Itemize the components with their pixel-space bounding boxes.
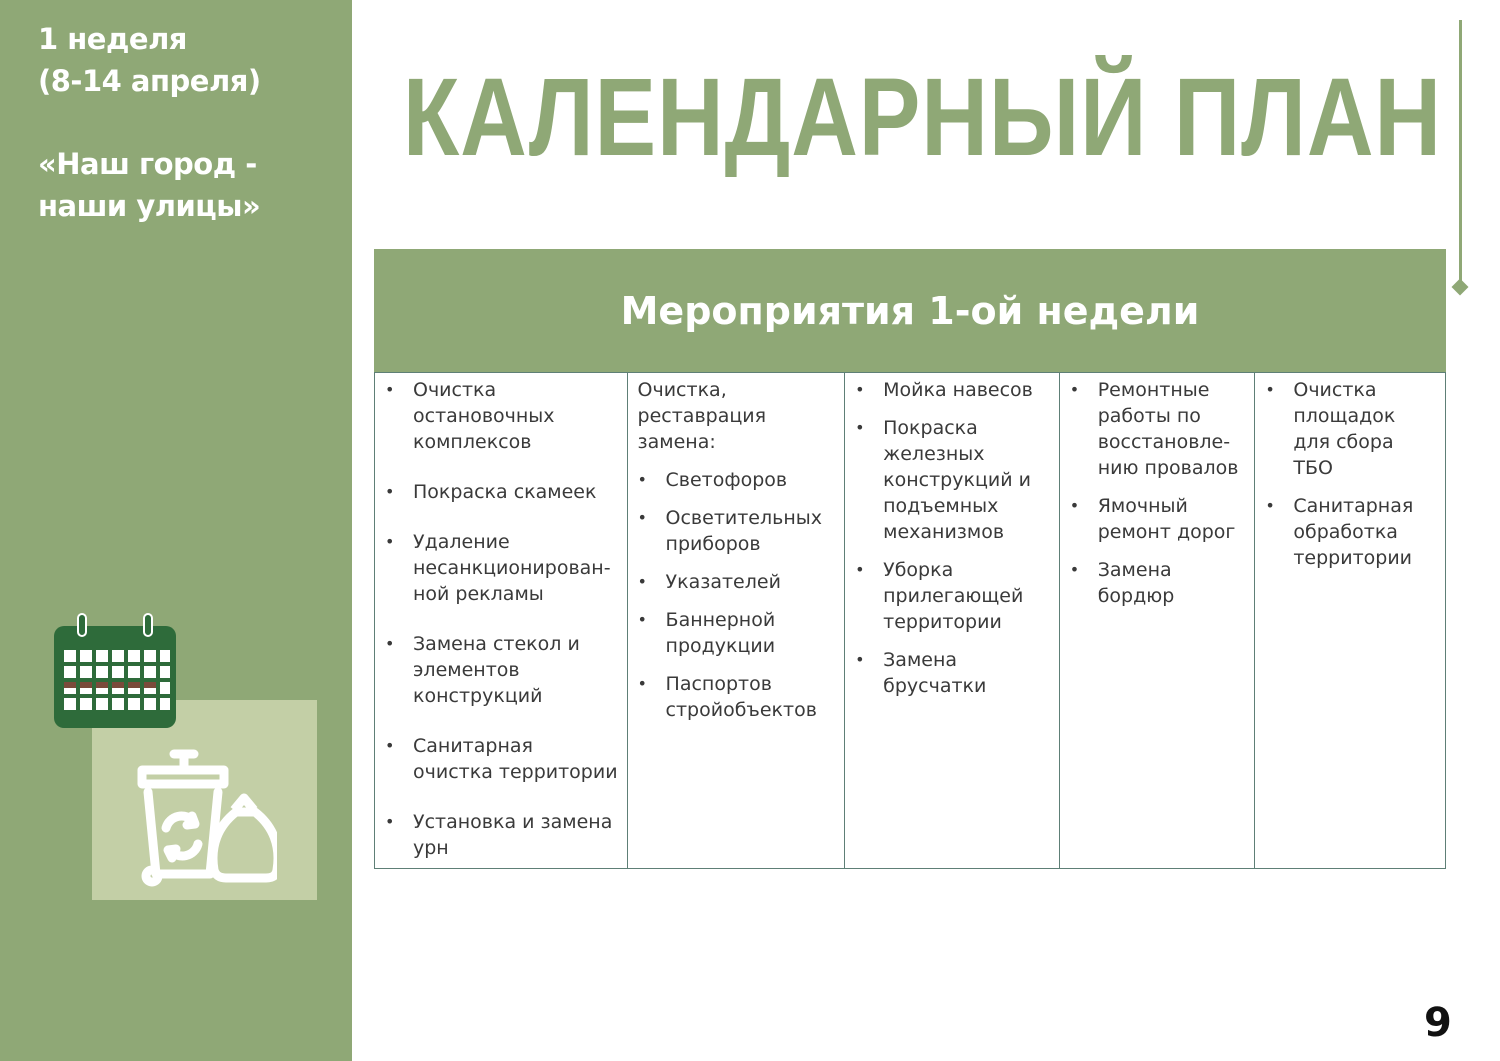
list-item: • Замена стекол и элементов конструкций bbox=[375, 631, 627, 709]
list-item: • Мойка навесов bbox=[845, 377, 1059, 403]
table-header bbox=[374, 249, 1446, 372]
list-item: • Санитарная очистка территории bbox=[375, 733, 627, 785]
list-item: • Санитарная обработка территории bbox=[1255, 493, 1445, 571]
list-item: • Замена бордюр bbox=[1060, 557, 1255, 609]
decorative-diamond bbox=[1452, 279, 1469, 296]
list-item: • Ремонтные работы по восстановле-нию провалов bbox=[1060, 377, 1255, 481]
list-item: • Замена брусчатки bbox=[845, 647, 1059, 699]
week-line-1: 1 неделя bbox=[38, 22, 187, 56]
table-column-3 bbox=[845, 373, 1060, 868]
table-column-1 bbox=[375, 373, 628, 868]
trash-illustration-box bbox=[92, 700, 317, 900]
list-item: • Паспортов стройобъектов bbox=[628, 671, 845, 723]
list-item: • Ямочный ремонт дорог bbox=[1060, 493, 1255, 545]
list-item: • Очистка остановочных комплексов bbox=[375, 377, 627, 455]
list-item: • Указателей bbox=[628, 569, 845, 595]
list-item: • Осветительных приборов bbox=[628, 505, 845, 557]
decorative-vertical-line bbox=[1459, 20, 1462, 282]
list-item: • Очистка площадок для сбора ТБО bbox=[1255, 377, 1445, 481]
list-item: • Баннерной продукции bbox=[628, 607, 845, 659]
page-title: КАЛЕНДАРНЫЙ ПЛАН bbox=[402, 56, 1442, 179]
list-item: • Покраска скамеек bbox=[375, 479, 627, 505]
trash-bin-icon bbox=[132, 740, 277, 888]
list-item: • Покраска железных конструкций и подъемных механизмов bbox=[845, 415, 1059, 545]
table-column-2 bbox=[628, 373, 846, 868]
list-item: • Светофоров bbox=[628, 467, 845, 493]
garbage-bag-icon bbox=[213, 798, 277, 878]
theme-line-2: наши улицы» bbox=[38, 189, 261, 223]
week-theme bbox=[38, 143, 260, 227]
week-line-2: (8-14 апреля) bbox=[38, 64, 261, 98]
theme-line-1: «Наш город - bbox=[38, 147, 257, 181]
page-number: 9 bbox=[1424, 1000, 1452, 1046]
activities-table bbox=[374, 372, 1446, 869]
table-header-title: Мероприятия 1-ой недели bbox=[620, 288, 1200, 333]
list-item: • Установка и замена урн bbox=[375, 809, 627, 861]
table-column-4 bbox=[1060, 373, 1256, 868]
calendar-icon bbox=[52, 612, 178, 730]
list-item: • Удаление несанкционирован-ной рекламы bbox=[375, 529, 627, 607]
table-column-5 bbox=[1255, 373, 1445, 868]
week-label bbox=[38, 18, 261, 102]
sidebar bbox=[0, 0, 352, 1061]
column-intro: Очистка, реставрация замена: bbox=[637, 379, 767, 453]
list-item: • Уборка прилегающей территории bbox=[845, 557, 1059, 635]
